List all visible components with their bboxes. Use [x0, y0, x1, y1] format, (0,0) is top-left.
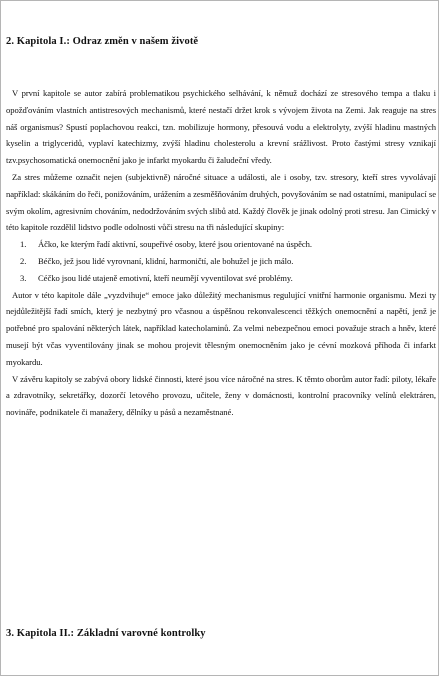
- list-item-text: Áčko, ke kterým řadí aktivní, soupeřivé osoby, které jsou orientované na úspěch.: [38, 239, 312, 250]
- list-number: 2.: [20, 255, 27, 266]
- list-item-text: Céčko jsou lidé utajeně emotivní, kteří neumějí vyventilovat své problémy.: [38, 272, 293, 283]
- chapter-1-paragraph-4: V závěru kapitoly se zabývá obory lidské činnosti, které jsou více náročné na stres. K těmto oborům autor řadí: piloty, lékaře a zdravotníky, sekretářky, dozorčí letového provozu, učitele, ženy v domácnosti, kontrolní pracovníky velínů elektráren, novináře, podnikatele či manažery, dělníky u pásů a nezaměstnané.: [6, 373, 436, 418]
- list-item-text: Béčko, jež jsou lidé vyrovnaní, klidní, harmoničtí, ale bohužel je jich málo.: [38, 255, 294, 266]
- chapter-1-body: [6, 85, 436, 421]
- chapter-1-paragraph-2: Za stres můžeme označit nejen (subjektivně) náročné situace a události, ale i osoby, tzv. stresory, kteří stres vyvolávají například: skákáním do řeči, ponižováním, urážením a zesměšňováním druhých, povyšováním se nad ostatními, manipulací se svým okolím, agresivním chováním, nedodržováním svých slibů atd. Každý člověk je jinak odolný proti stresu. Jan Cimický v této kapitole rozdělil lidstvo podle odolnosti vůči stresu na tři následující skupiny:: [6, 171, 436, 233]
- list-number: 1.: [20, 239, 27, 250]
- chapter-2-heading: 3. Kapitola II.: Základní varovné kontrolky: [6, 628, 206, 639]
- stress-group-item: [6, 253, 436, 270]
- list-number: 3.: [20, 272, 27, 283]
- stress-group-item: [6, 270, 436, 287]
- stress-group-item: [6, 236, 436, 253]
- chapter-1-heading: 2. Kapitola I.: Odraz změn v našem životě: [6, 36, 199, 47]
- chapter-1-paragraph-1: V první kapitole se autor zabírá problematikou psychického selhávání, k němuž dochází ze stresového tempa a tlaku i opožďováním vlastních antistresových mechanismů, které nestačí držet krok s vývojem života na Zemi. Jak reaguje na stres náš organismus? Spustí poplachovou reakci, tzn. mobilizuje hormony, přesouvá vodu a elektrolyty, zvýší hladinu mastných kyselin a triglyceridů, vyplaví katechizmy, zvýší hladinu cholesterolu a krevní srážlivost. Proto častými stresy vznikají tzv.psychosomatická onemocnění jako je infarkt myokardu či žaludeční vředy.: [6, 88, 436, 166]
- chapter-1-paragraph-3: Autor v této kapitole dále „vyzdvihuje“ emoce jako důležitý mechanismus regulující vnitřní harmonie organismu. Mezi ty nejdůležitější řadí smích, který je nezbytný pro včasnou a úspěšnou rekonvalescenci těžkých onemocnění a napětí, jenž je potřebné pro spalování některých látek, například katecholaminů. Za velmi nebezpečnou emoci považuje strach a hněv, které musejí být včas vyventilovány jinak se mohou projevit tělesným onemocněním jako je cévní mozková příhoda či infarkt myokardu.: [6, 289, 436, 367]
- stress-groups-list: [6, 236, 436, 286]
